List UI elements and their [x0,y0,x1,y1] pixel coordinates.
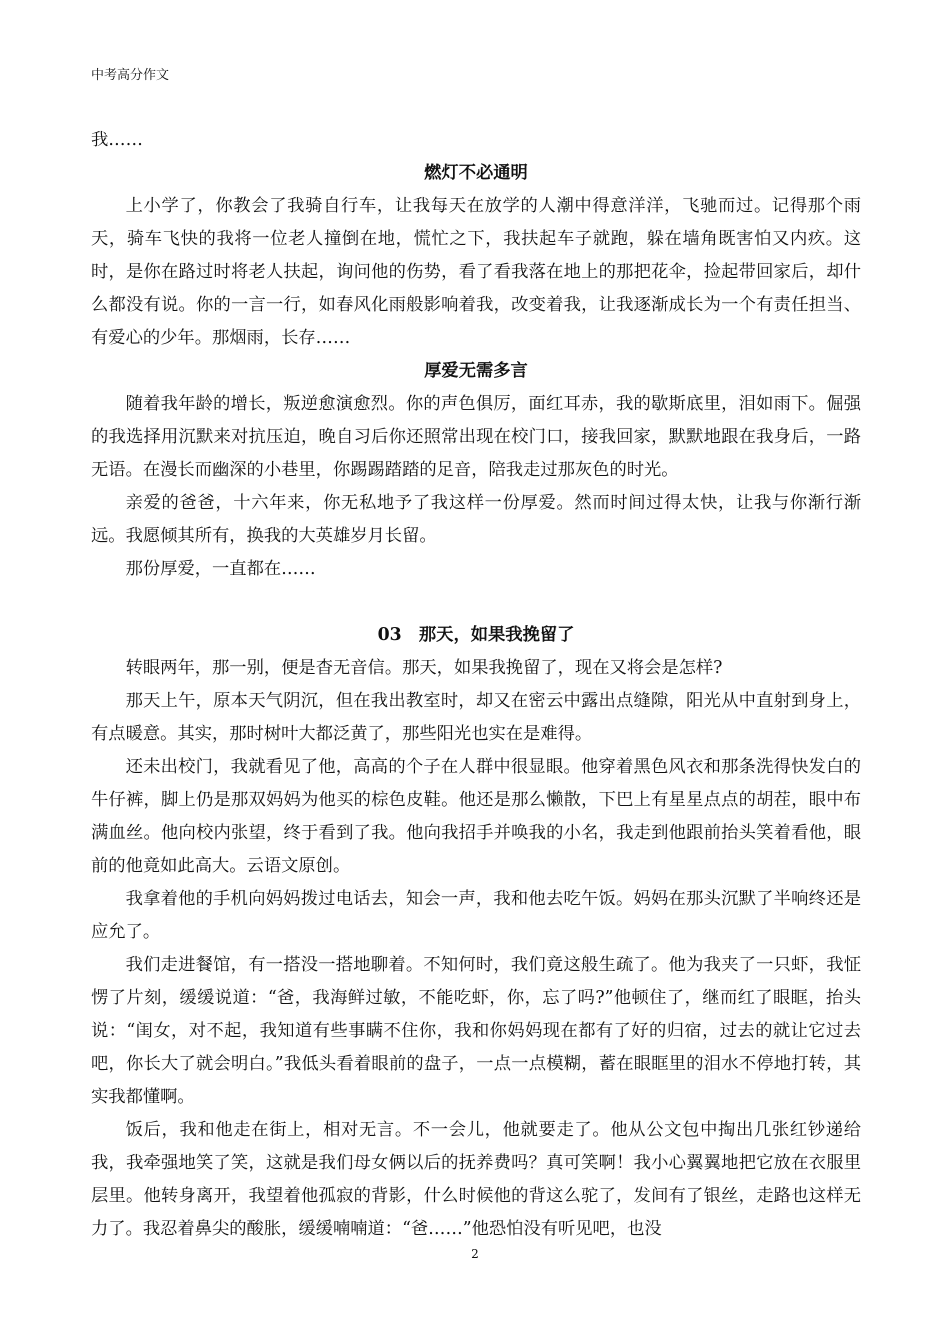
paragraph: 亲爱的爸爸，十六年来，你无私地予了我这样一份厚爱。然而时间过得太快，让我与你渐行渐远。我愿倾其所有，换我的大英雄岁月长留。 [91,493,861,546]
section-title: 燃灯不必通明 [424,163,528,183]
paragraph: 我们走进餐馆，有一搭没一搭地聊着。不知何时，我们竟这般生疏了。他为我夹了一只虾，我怔愣了片刻，缓缓说道：“爸，我海鲜过敏，不能吃虾，你，忘了吗?”他顿住了，继而红了眼眶，抬头说：“闺女，对不起，我知道有些事瞒不住你，我和你妈妈现在都有了好的归宿，过去的就让它过去吧，你长大了就会明白。”我低头看着眼前的盘子，一点一点模糊，蓄在眼眶里的泪水不停地打转，其实我都懂啊。 [91,955,861,1107]
paragraph: 饭后，我和他走在街上，相对无言。不一会儿，他就要走了。他从公文包中掏出几张红钞递给我，我牵强地笑了笑，这就是我们母女俩以后的抚养费吗？真可笑啊！我小心翼翼地把它放在衣服里层里。他转身离开，我望着他孤寂的背影，什么时候他的背这么驼了，发间有了银丝，走路也这样无力了。我忍着鼻尖的酸胀，缓缓喃喃道：“爸……”他恐怕没有听见吧，也没 [91,1120,861,1239]
paragraph: 那天上午，原本天气阴沉，但在我出教室时，却又在密云中露出点缝隙，阳光从中直射到身上，有点暖意。其实，那时树叶大都泛黄了，那些阳光也实在是难得。 [91,691,861,744]
paragraph: 我拿着他的手机向妈妈拨过电话去，知会一声，我和他去吃午饭。妈妈在那头沉默了半响终还是应允了。 [91,889,861,942]
lead-line: 我…… [91,130,143,150]
running-header: 中考高分作文 [91,68,170,83]
page-number: 2 [471,1247,479,1261]
paragraph: 还未出校门，我就看见了他，高高的个子在人群中很显眼。他穿着黑色风衣和那条洗得快发白的牛仔裤，脚上仍是那双妈妈为他买的棕色皮鞋。他还是那么懒散，下巴上有星星点点的胡茬，眼中布满血丝。他向校内张望，终于看到了我。他向我招手并唤我的小名，我走到他跟前抬头笑着看他，眼前的他竟如此高大。云语文原创。 [91,757,861,876]
blank-line [91,586,861,619]
essay-body [91,124,861,1246]
section-title: 厚爱无需多言 [424,361,528,381]
paragraph: 随着我年龄的增长，叛逆愈演愈烈。你的声色俱厉，面红耳赤，我的歇斯底里，泪如雨下。倔强的我选择用沉默来对抗压迫，晚自习后你还照常出现在校门口，接我回家，默默地跟在我身后，一路无语。在漫长而幽深的小巷里，你踢踢踏踏的足音，陪我走过那灰色的时光。 [91,394,861,480]
paragraph: 上小学了，你教会了我骑自行车，让我每天在放学的人潮中得意洋洋，飞驰而过。记得那个雨天，骑车飞快的我将一位老人撞倒在地，慌忙之下，我扶起车子就跑，躲在墙角既害怕又内疚。这时，是你在路过时将老人扶起，询问他的伤势，看了看我落在地上的那把花伞，捡起带回家后，却什么都没有说。你的一言一行，如春风化雨般影响着我，改变着我，让我逐渐成长为一个有责任担当、有爱心的少年。那烟雨，长存…… [91,196,861,348]
essay-title: 03 那天，如果我挽留了 [377,625,575,645]
paragraph: 那份厚爱，一直都在…… [125,559,316,579]
paragraph: 转眼两年，那一别，便是杳无音信。那天，如果我挽留了，现在又将会是怎样? [125,658,723,678]
